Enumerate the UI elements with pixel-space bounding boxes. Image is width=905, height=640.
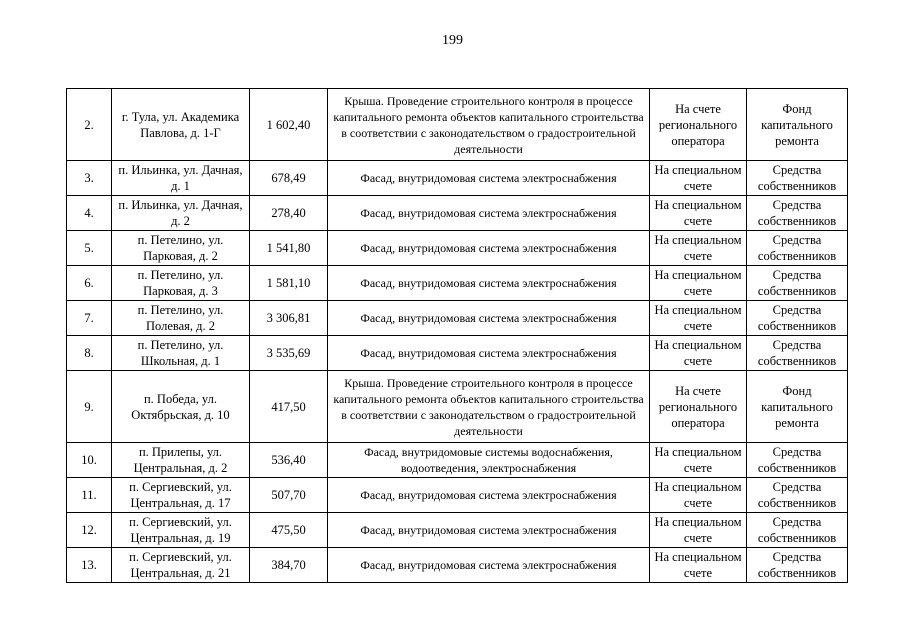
work-type-cell: Фасад, внутридомовая система электроснабжения [328,196,650,231]
table-row [67,231,848,266]
table-row [67,301,848,336]
accumulation-method-cell: На специальном счете [650,443,747,478]
area-cell: 475,50 [250,513,328,548]
row-number: 8. [67,336,112,371]
row-number: 9. [67,371,112,443]
row-number: 13. [67,548,112,583]
row-number: 7. [67,301,112,336]
address-cell: п. Ильинка, ул. Дачная, д. 1 [112,161,250,196]
accumulation-method-cell: На счете регионального оператора [650,89,747,161]
work-type-cell: Фасад, внутридомовая система электроснабжения [328,548,650,583]
work-type-cell: Фасад, внутридомовая система электроснабжения [328,336,650,371]
funding-source-cell: Средства собственников [747,196,848,231]
row-number: 2. [67,89,112,161]
row-number: 6. [67,266,112,301]
address-cell: п. Петелино, ул. Школьная, д. 1 [112,336,250,371]
accumulation-method-cell: На специальном счете [650,301,747,336]
repair-table [66,88,848,583]
area-cell: 1 581,10 [250,266,328,301]
area-cell: 3 306,81 [250,301,328,336]
address-cell: п. Петелино, ул. Полевая, д. 2 [112,301,250,336]
work-type-cell: Фасад, внутридомовая система электроснабжения [328,161,650,196]
accumulation-method-cell: На счете регионального оператора [650,371,747,443]
address-cell: п. Ильинка, ул. Дачная, д. 2 [112,196,250,231]
funding-source-cell: Средства собственников [747,266,848,301]
funding-source-cell: Фонд капитального ремонта [747,371,848,443]
table-row [67,336,848,371]
funding-source-cell: Средства собственников [747,231,848,266]
work-type-cell: Фасад, внутридомовая система электроснабжения [328,266,650,301]
work-type-cell: Фасад, внутридомовая система электроснабжения [328,301,650,336]
area-cell: 278,40 [250,196,328,231]
row-number: 3. [67,161,112,196]
accumulation-method-cell: На специальном счете [650,266,747,301]
area-cell: 507,70 [250,478,328,513]
work-type-cell: Крыша. Проведение строительного контроля в процессе капитального ремонта объектов капитального строительства в соответствии с законодательством о градостроительной деятельности [328,371,650,443]
area-cell: 1 602,40 [250,89,328,161]
area-cell: 384,70 [250,548,328,583]
row-number: 5. [67,231,112,266]
funding-source-cell: Средства собственников [747,513,848,548]
funding-source-cell: Средства собственников [747,478,848,513]
address-cell: п. Прилепы, ул. Центральная, д. 2 [112,443,250,478]
accumulation-method-cell: На специальном счете [650,548,747,583]
area-cell: 536,40 [250,443,328,478]
table-row [67,161,848,196]
area-cell: 3 535,69 [250,336,328,371]
table-row [67,548,848,583]
address-cell: г. Тула, ул. Академика Павлова, д. 1-Г [112,89,250,161]
accumulation-method-cell: На специальном счете [650,336,747,371]
address-cell: п. Сергиевский, ул. Центральная, д. 21 [112,548,250,583]
accumulation-method-cell: На специальном счете [650,478,747,513]
work-type-cell: Фасад, внутридомовая система электроснабжения [328,478,650,513]
row-number: 10. [67,443,112,478]
table-row [67,371,848,443]
table-row [67,89,848,161]
accumulation-method-cell: На специальном счете [650,161,747,196]
table-row [67,266,848,301]
address-cell: п. Сергиевский, ул. Центральная, д. 17 [112,478,250,513]
address-cell: п. Петелино, ул. Парковая, д. 2 [112,231,250,266]
work-type-cell: Фасад, внутридомовая система электроснабжения [328,231,650,266]
table-row [67,443,848,478]
work-type-cell: Крыша. Проведение строительного контроля в процессе капитального ремонта объектов капитального строительства в соответствии с законодательством о градостроительной деятельности [328,89,650,161]
area-cell: 417,50 [250,371,328,443]
table-row [67,196,848,231]
accumulation-method-cell: На специальном счете [650,196,747,231]
table-row [67,478,848,513]
address-cell: п. Петелино, ул. Парковая, д. 3 [112,266,250,301]
work-type-cell: Фасад, внутридомовые системы водоснабжения, водоотведения, электроснабжения [328,443,650,478]
row-number: 11. [67,478,112,513]
accumulation-method-cell: На специальном счете [650,231,747,266]
funding-source-cell: Средства собственников [747,301,848,336]
funding-source-cell: Средства собственников [747,548,848,583]
funding-source-cell: Фонд капитального ремонта [747,89,848,161]
address-cell: п. Сергиевский, ул. Центральная, д. 19 [112,513,250,548]
row-number: 4. [67,196,112,231]
funding-source-cell: Средства собственников [747,161,848,196]
page-number: 199 [442,33,463,48]
work-type-cell: Фасад, внутридомовая система электроснабжения [328,513,650,548]
funding-source-cell: Средства собственников [747,336,848,371]
area-cell: 678,49 [250,161,328,196]
address-cell: п. Победа, ул. Октябрьская, д. 10 [112,371,250,443]
row-number: 12. [67,513,112,548]
table-row [67,513,848,548]
accumulation-method-cell: На специальном счете [650,513,747,548]
funding-source-cell: Средства собственников [747,443,848,478]
area-cell: 1 541,80 [250,231,328,266]
